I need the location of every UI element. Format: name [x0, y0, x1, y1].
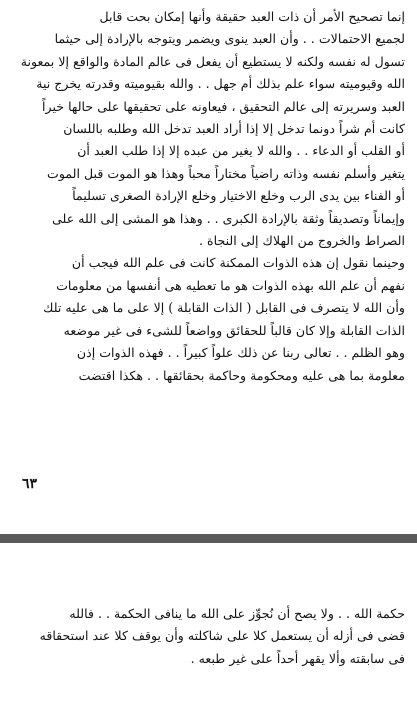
text-line: نفهم أن علم الله بهذه الذوات هو ما تعطيه هى أنفسها من معلومات	[56, 277, 405, 293]
page-bottom-text	[12, 603, 405, 670]
text-line: فى سابقته وألا يقهر أحداً على غير طبعه .	[190, 650, 405, 666]
page-number: ٦٣	[22, 476, 38, 492]
page-top-text	[12, 6, 405, 387]
text-line: أو الفناء بين يدى الرب وخلع الاختيار وخلع الإرادة الصغرى تسليماً	[72, 188, 405, 204]
text-line: لجميع الاحتمالات . . وأن العبد ينوى ويضمر ويتوجه بالإرادة إلى حيثما	[54, 31, 405, 47]
page-bottom	[0, 543, 417, 715]
paragraph-1	[12, 6, 405, 252]
text-line: وإيماناً وتصديقاً وثقة بالإرادة الكبرى . . وهذا هو المشى إلى الله على	[52, 210, 405, 226]
text-line: قضى فى أزله أن يستعمل كلا على شاكلته وأن يوقف كلا عند استحقاقه	[39, 628, 405, 644]
text-line: الذات القابلة وإلا كان قالباً للحقائق وواضعاً للشىء فى غير موضعه	[63, 322, 405, 338]
text-line: وحينما نقول إن هذه الذوات الممكنة كانت فى علم الله فيجب أن	[71, 255, 405, 271]
text-line: معلومة بما هى عليه ومحكومة وحاكمة بحقائقها . . هكذا اقتضت	[78, 367, 405, 383]
page-separator	[0, 534, 417, 543]
text-line: كانت أم شراً دونما تدخل إلا إذا أراد العبد تدخل الله وطلبه باللسان	[63, 121, 405, 137]
paragraph-3	[12, 603, 405, 670]
text-line: أو القلب أو الدعاء . . والله لا يغير من عبده إلا إذا طلب العبد أن	[77, 143, 405, 159]
text-line: وهو الظلم . . تعالى ربنا عن ذلك علواً كبيراً . . فهذه الذوات إذن	[76, 345, 405, 361]
text-line: إنما تصحيح الأمر أن ذات العبد حقيقة وأنها إمكان بحت قابل	[99, 9, 405, 24]
text-line: الله وقيوميته سواء علم بذلك أم جهل . . والله بقيوميته وقدرته يخرج نية	[36, 76, 405, 92]
text-line: الصراط والخروج من الهلاك إلى النجاة .	[199, 233, 405, 249]
text-line: يتغير وأسلم نفسه وذاته راضياً مختاراً محباً وهذا هو الموت قبل الموت	[47, 165, 405, 181]
text-line: وأن الله لا يتصرف فى القابل ( الذات القابلة ) إلا على ما هى عليه تلك	[43, 300, 405, 316]
text-line: تسول له نفسه ولكنه لا يستطيع أن يفعل فى عالم المادة والواقع إلا بمعونة	[20, 53, 405, 69]
text-line: العبد وسريرته إلى عالم التحقيق ، فيعاونه على تحقيقها على حالها خيراً	[42, 98, 405, 114]
paragraph-2	[12, 252, 405, 386]
text-line: حكمة الله . . ولا يصح أن نُجوِّز على الله ما ينافى الحكمة . . فالله	[69, 606, 405, 621]
